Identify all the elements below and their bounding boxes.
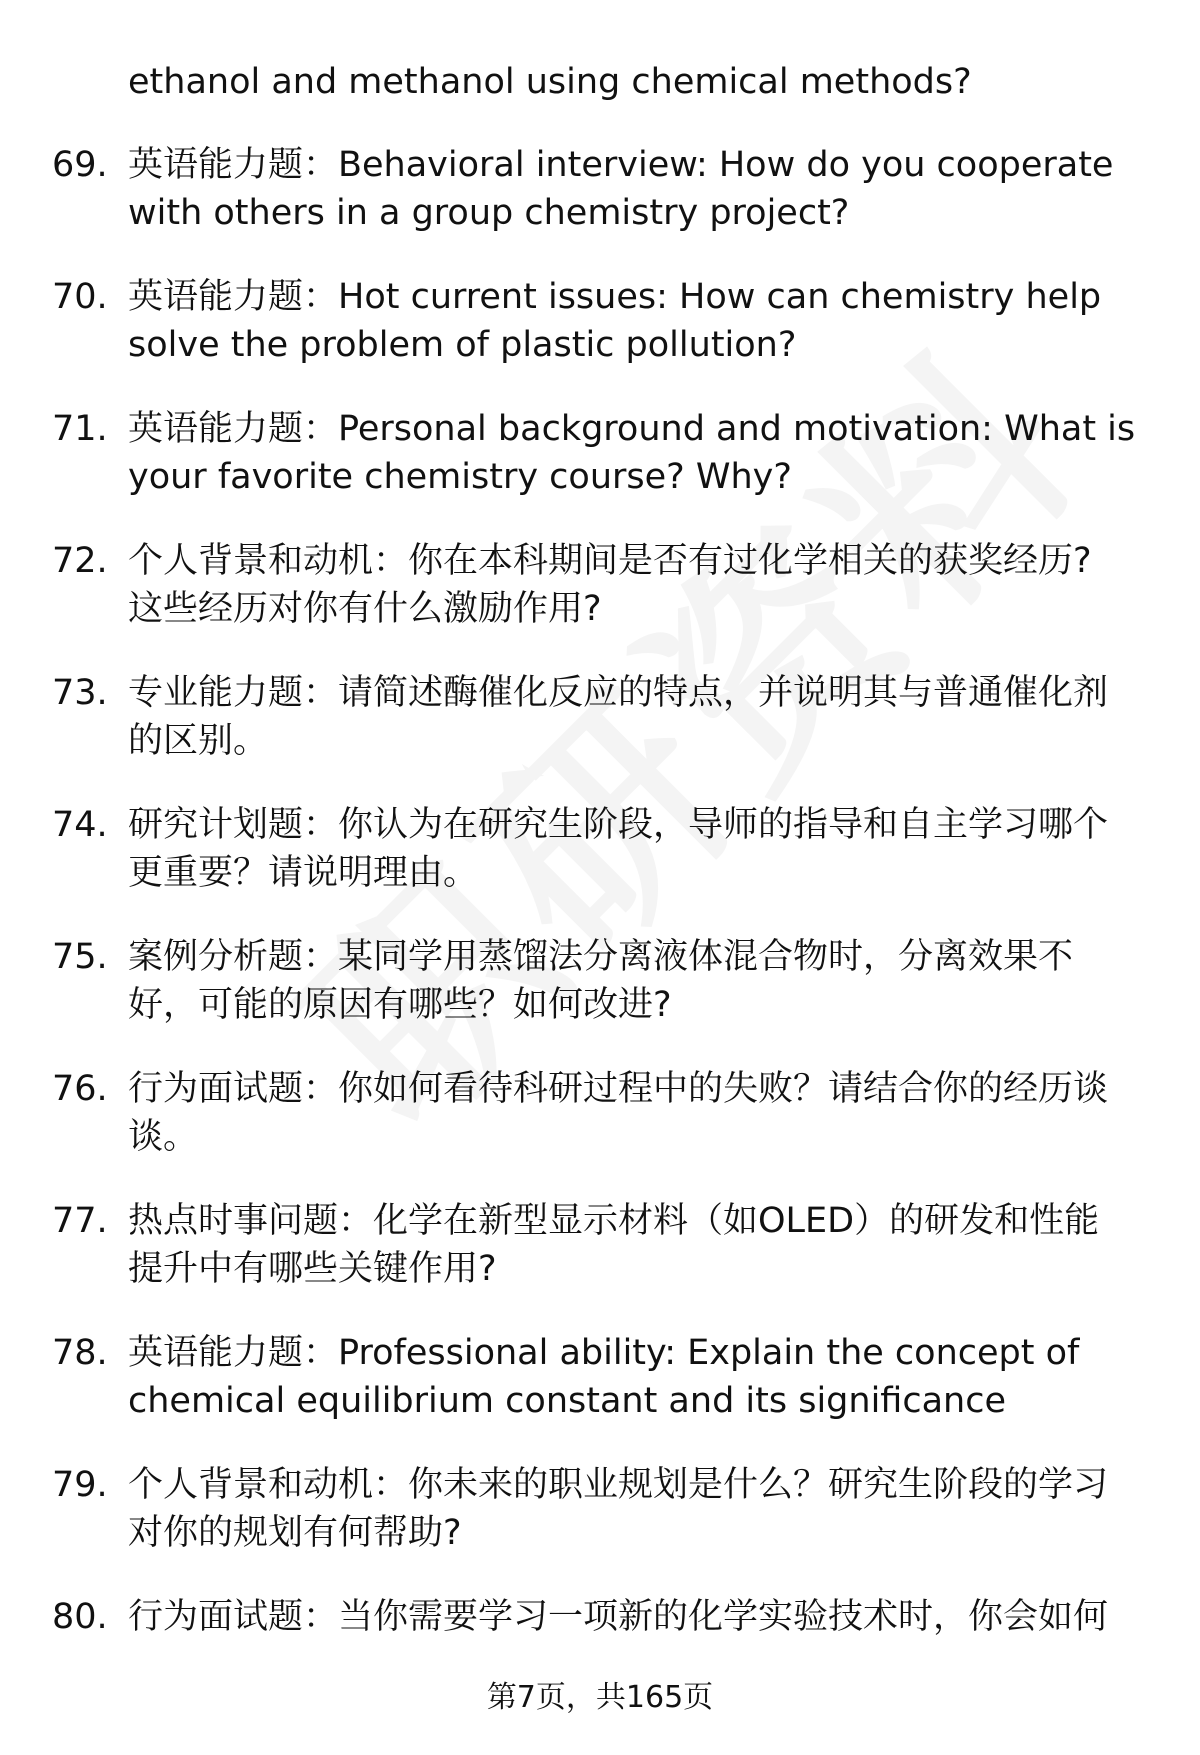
question-line: 谈。 (128, 1117, 199, 1157)
question-number: 77. (52, 1201, 108, 1241)
question-list (0, 141, 1200, 1725)
question-line: 个人背景和动机：你未来的职业规划是什么？研究生阶段的学习 (128, 1465, 1109, 1505)
question-text (128, 669, 1138, 765)
question-line: 专业能力题：请简述酶催化反应的特点，并说明其与普通催化剂 (128, 673, 1109, 713)
question-item (0, 1197, 1200, 1329)
question-line: 英语能力题：Professional ability: Explain the concept of (128, 1333, 1080, 1373)
question-text (128, 933, 1138, 1029)
question-number: 71. (52, 409, 108, 449)
question-line: 热点时事问题：化学在新型显示材料（如OLED）的研发和性能 (128, 1201, 1100, 1241)
question-line: 行为面试题：当你需要学习一项新的化学实验技术时，你会如何 (128, 1597, 1109, 1637)
question-line: with others in a group chemistry project? (128, 193, 850, 233)
question-text (128, 1065, 1138, 1161)
question-number: 72. (52, 541, 108, 581)
question-number: 73. (52, 673, 108, 713)
question-number: 70. (52, 277, 108, 317)
question-number: 78. (52, 1333, 108, 1373)
question-line: 提升中有哪些关键作用? (128, 1249, 497, 1289)
question-text (128, 1329, 1138, 1425)
question-text (128, 1197, 1138, 1293)
question-item (0, 801, 1200, 933)
question-line: chemical equilibrium constant and its significance (128, 1381, 1006, 1421)
question-text (128, 273, 1138, 369)
question-line: 对你的规划有何帮助? (128, 1513, 462, 1553)
question-line: 的区别。 (128, 721, 269, 761)
question-item (0, 141, 1200, 273)
question-text (128, 1461, 1138, 1557)
question-number: 74. (52, 805, 108, 845)
question-line: 这些经历对你有什么激励作用? (128, 589, 602, 629)
question-number: 75. (52, 937, 108, 977)
question-text (128, 405, 1138, 501)
question-number: 79. (52, 1465, 108, 1505)
question-item (0, 537, 1200, 669)
question-line: solve the problem of plastic pollution? (128, 325, 797, 365)
question-item (0, 1461, 1200, 1593)
question-line: 个人背景和动机：你在本科期间是否有过化学相关的获奖经历? (128, 541, 1092, 581)
question-item (0, 405, 1200, 537)
question-line: 研究计划题：你认为在研究生阶段，导师的指导和自主学习哪个 (128, 805, 1109, 845)
question-line: 好，可能的原因有哪些？如何改进? (128, 985, 672, 1025)
question-line: 英语能力题：Personal background and motivation: What is (128, 409, 1136, 449)
question-text (128, 1593, 1138, 1641)
question-line: 行为面试题：你如何看待科研过程中的失败？请结合你的经历谈 (128, 1069, 1109, 1109)
question-line: 案例分析题：某同学用蒸馏法分离液体混合物时，分离效果不 (128, 937, 1074, 977)
question-number: 69. (52, 145, 108, 185)
question-text (128, 537, 1138, 633)
question-item (0, 669, 1200, 801)
page-footer: 第7页，共165页 (486, 1680, 714, 1715)
question-number: 76. (52, 1069, 108, 1109)
question-line: 英语能力题：Hot current issues: How can chemistry help (128, 277, 1102, 317)
continuation-text: ethanol and methanol using chemical methods? (128, 62, 972, 102)
question-item (0, 1329, 1200, 1461)
question-item (0, 933, 1200, 1065)
question-text (128, 801, 1138, 897)
question-item (0, 1065, 1200, 1197)
question-line: your favorite chemistry course? Why? (128, 457, 792, 497)
question-line: 更重要？请说明理由。 (128, 853, 479, 893)
question-item (0, 273, 1200, 405)
question-number: 80. (52, 1597, 108, 1637)
question-line: 英语能力题：Behavioral interview: How do you cooperate (128, 145, 1114, 185)
question-text (128, 141, 1138, 237)
